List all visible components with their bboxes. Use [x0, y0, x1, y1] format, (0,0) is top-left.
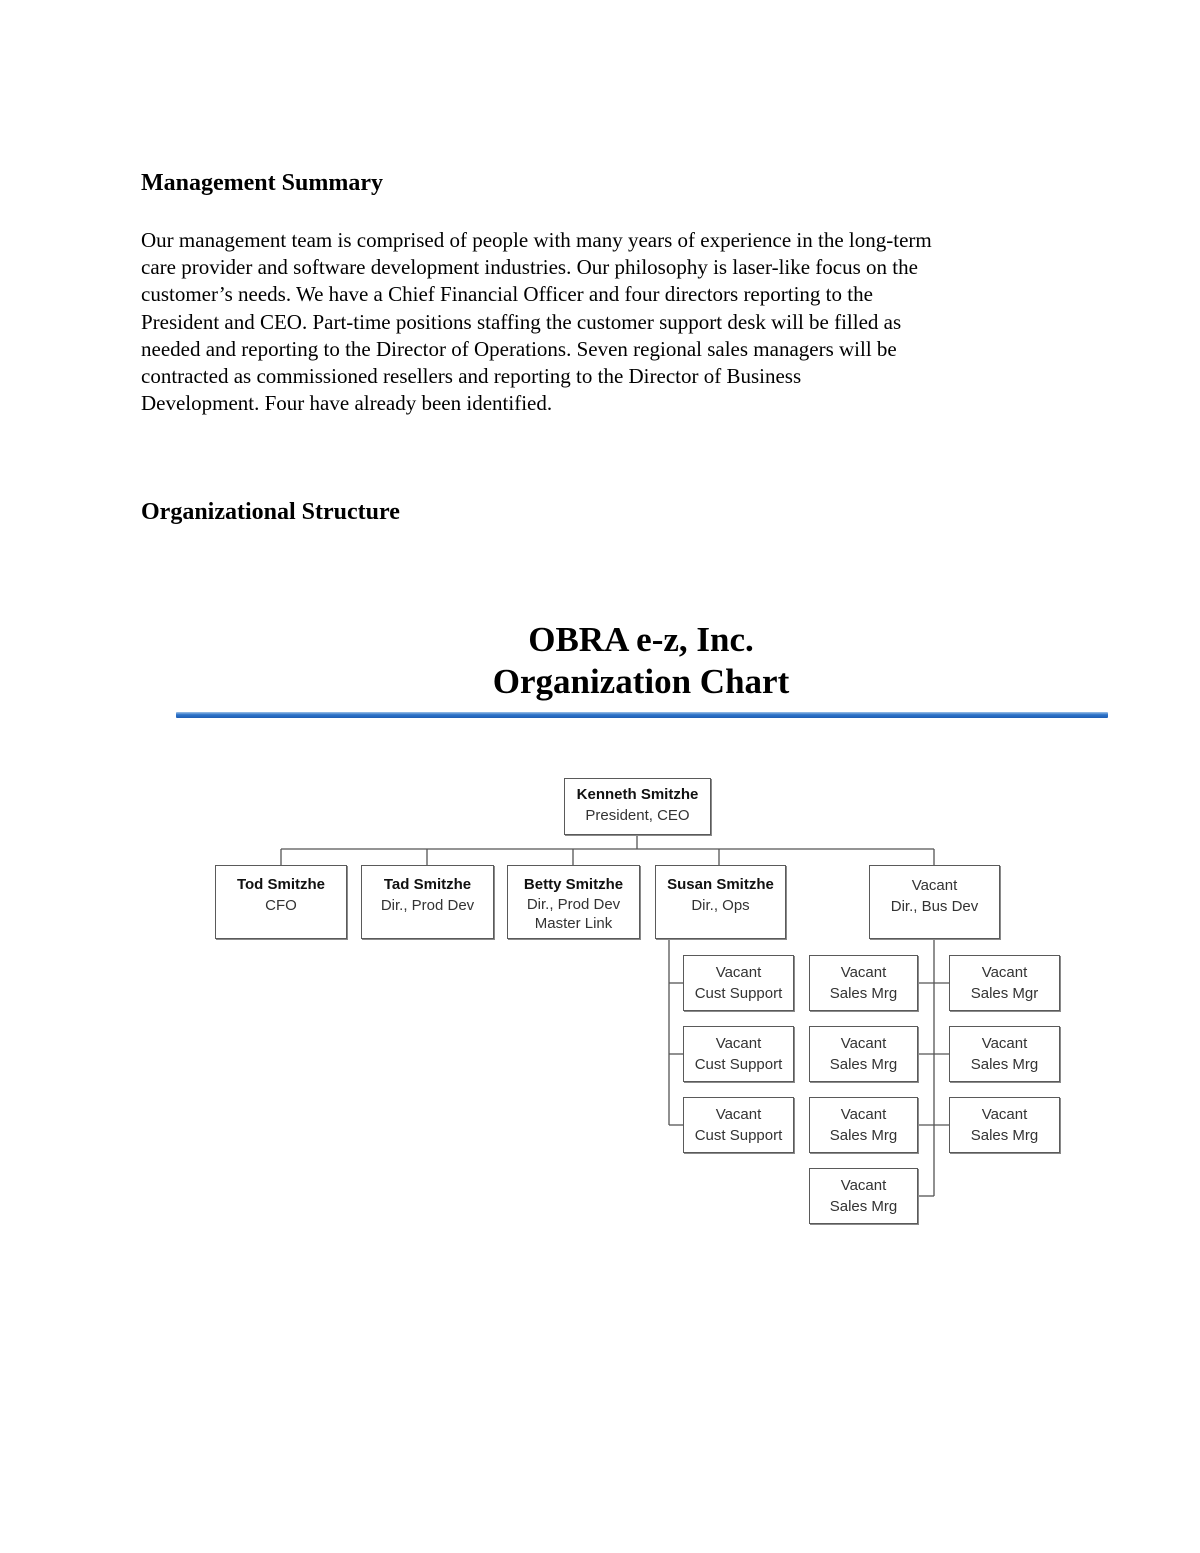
sales-manager-title: Sales Mrg: [970, 1127, 1039, 1144]
org-box-cfo: [215, 865, 347, 939]
cust-support-title: Cust Support: [694, 985, 783, 1002]
sales-manager-name: Vacant: [840, 964, 887, 981]
org-box-dir-prod-dev-master-link: [507, 865, 640, 939]
org-box-dir-ops: [655, 865, 786, 939]
sales-manager-name: Vacant: [840, 1035, 887, 1052]
sales-manager-title: Sales Mrg: [829, 1198, 898, 1215]
org-box-dir-bus-dev: [869, 865, 1000, 939]
dir-prod-dev-title: Dir., Prod Dev: [380, 897, 475, 914]
cust-support-title: Cust Support: [694, 1056, 783, 1073]
sales-manager-title: Sales Mgr: [970, 985, 1039, 1002]
sales-manager-name: Vacant: [840, 1106, 887, 1123]
org-box-sales-manager: [809, 955, 918, 1011]
dir-bus-dev-name: Vacant: [911, 877, 958, 894]
chart-title-company: OBRA e-z, Inc.: [528, 620, 754, 659]
sales-manager-name: Vacant: [981, 964, 1028, 981]
org-box-cust-support: [683, 955, 794, 1011]
chart-title-subtitle: Organization Chart: [492, 662, 790, 701]
cust-support-name: Vacant: [715, 1106, 762, 1123]
paragraph-line: customer’s needs. We have a Chief Financial Officer and four directors reporting to the: [141, 282, 873, 307]
org-box-dir-prod-dev: [361, 865, 494, 939]
sales-manager-title: Sales Mrg: [829, 985, 898, 1002]
dir-prod-dev-name: Tad Smitzhe: [383, 876, 472, 893]
sales-manager-name: Vacant: [981, 1035, 1028, 1052]
org-box-sales-manager: [949, 955, 1060, 1011]
org-box-sales-manager: [809, 1097, 918, 1153]
sales-manager-title: Sales Mrg: [829, 1056, 898, 1073]
cust-support-name: Vacant: [715, 1035, 762, 1052]
cust-support-title: Cust Support: [694, 1127, 783, 1144]
sales-manager-title: Sales Mrg: [829, 1127, 898, 1144]
management-summary-heading: Management Summary: [141, 170, 383, 196]
org-box-sales-manager: [949, 1026, 1060, 1082]
cfo-title: CFO: [265, 897, 297, 914]
paragraph-line: contracted as commissioned resellers and reporting to the Director of Business: [141, 364, 802, 389]
dir-bus-dev-title: Dir., Bus Dev: [890, 898, 979, 915]
org-box-cust-support: [683, 1097, 794, 1153]
org-box-sales-manager: [809, 1026, 918, 1082]
sales-manager-name: Vacant: [840, 1177, 887, 1194]
dir-prod-dev-master-link-title: Dir., Prod Dev: [526, 896, 621, 913]
cfo-name: Tod Smitzhe: [236, 876, 326, 893]
paragraph-line: needed and reporting to the Director of Operations. Seven regional sales managers will be: [141, 336, 897, 361]
dir-prod-dev-master-link-name: Betty Smitzhe: [523, 876, 624, 893]
sales-manager-name: Vacant: [981, 1106, 1028, 1123]
ceo-title: President, CEO: [585, 807, 690, 824]
org-box-ceo: [564, 778, 711, 835]
paragraph-line: President and CEO. Part-time positions staffing the customer support desk will be filled as: [141, 309, 902, 334]
cust-support-name: Vacant: [715, 964, 762, 981]
dir-ops-title: Dir., Ops: [691, 897, 750, 914]
sales-manager-title: Sales Mrg: [970, 1056, 1039, 1073]
organizational-structure-heading: Organizational Structure: [141, 499, 400, 525]
org-box-cust-support: [683, 1026, 794, 1082]
paragraph-line: Our management team is comprised of people with many years of experience in the long-term: [141, 228, 932, 252]
org-box-sales-manager: [949, 1097, 1060, 1153]
org-box-sales-manager: [809, 1168, 918, 1224]
paragraph-line: Development. Four have already been identified.: [141, 391, 553, 416]
paragraph-line: care provider and software development industries. Our philosophy is laser-like focus on the: [141, 255, 918, 280]
dir-ops-name: Susan Smitzhe: [667, 876, 774, 893]
dir-prod-dev-master-link-subtitle: Master Link: [534, 915, 613, 932]
ceo-name: Kenneth Smitzhe: [576, 786, 699, 803]
